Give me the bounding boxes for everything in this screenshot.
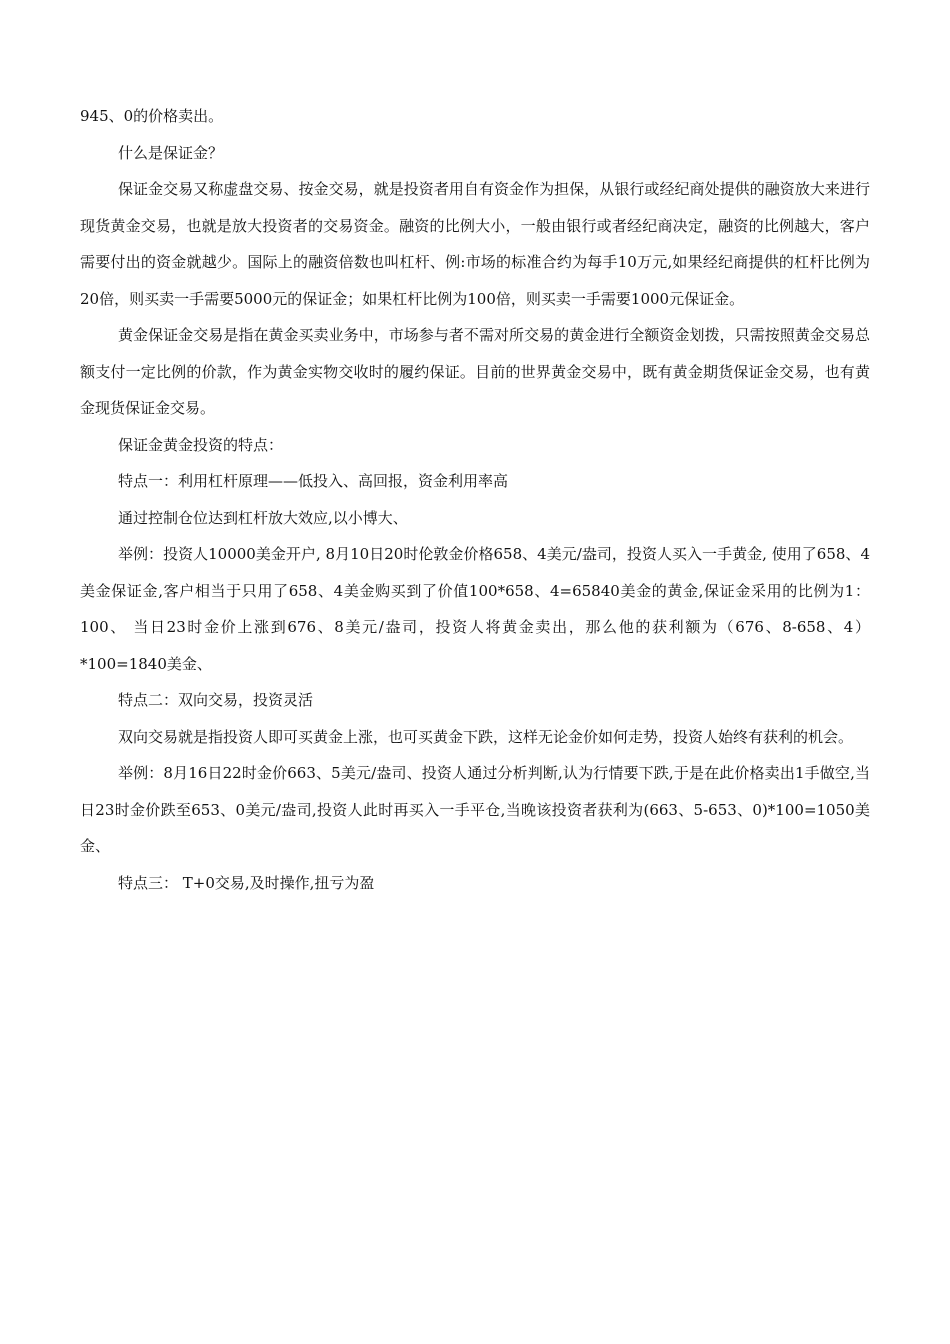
document-page: [80, 98, 870, 901]
paragraph-example-two: 举例：8月16日22时金价663、5美元/盎司、投资人通过分析判断,认为行情要下跌,于是在此价格卖出1手做空,当日23时金价跌至653、0美元/盎司,投资人此时再买入一手平仓,当晚该投资者获利为(663、5-653、0)*100=1050美金、: [80, 764, 870, 855]
paragraph-two-way-trading: 双向交易就是指投资人即可买黄金上涨，也可买黄金下跌，这样无论金价如何走势，投资人始终有获利的机会。: [118, 727, 854, 746]
paragraph-leverage-effect: 通过控制仓位达到杠杆放大效应,以小博大、: [118, 508, 408, 527]
heading-feature-two: 特点二：双向交易，投资灵活: [118, 691, 314, 709]
heading-feature-three: 特点三： T+0交易,及时操作,扭亏为盈: [118, 873, 375, 892]
paragraph-gold-margin-trading: 黄金保证金交易是指在黄金买卖业务中，市场参与者不需对所交易的黄金进行全额资金划拨，只需按照黄金交易总额支付一定比例的价款，作为黄金实物交收时的履约保证。目前的世界黄金交易中，既有黄金期货保证金交易，也有黄金现货保证金交易。: [80, 326, 870, 417]
heading-what-is-margin: 什么是保证金？: [118, 143, 224, 162]
paragraph-sell-price: 945、0的价格卖出。: [80, 107, 224, 125]
paragraph-margin-definition: 保证金交易又称虚盘交易、按金交易，就是投资者用自有资金作为担保，从银行或经纪商处提供的融资放大来进行现货黄金交易，也就是放大投资者的交易资金。融资的比例大小，一般由银行或者经纪商决定，融资的比例越大，客户需要付出的资金就越少。国际上的融资倍数也叫杠杆、例:市场的标准合约为每手10万元,如果经纪商提供的杠杆比例为20倍，则买卖一手需要5000元的保证金；如果杠杆比例为100倍，则买卖一手需要1000元保证金。: [80, 180, 870, 308]
paragraph-example-one: 举例：投资人10000美金开户, 8月10日20时伦敦金价格658、4美元/盎司，投资人买入一手黄金, 使用了658、4美金保证金,客户相当于只用了658、4美金购买到了价值100*658、4=65840美金的黄金,保证金采用的比例为1：100、 当日23时金价上涨到676、8美元/盎司，投资人将黄金卖出，那么他的获利额为（676、8-658、4）*100=1840美金、: [80, 545, 870, 673]
heading-feature-one: 特点一：利用杠杆原理——低投入、高回报，资金利用率高: [118, 472, 509, 490]
heading-margin-features: 保证金黄金投资的特点：: [118, 435, 284, 454]
